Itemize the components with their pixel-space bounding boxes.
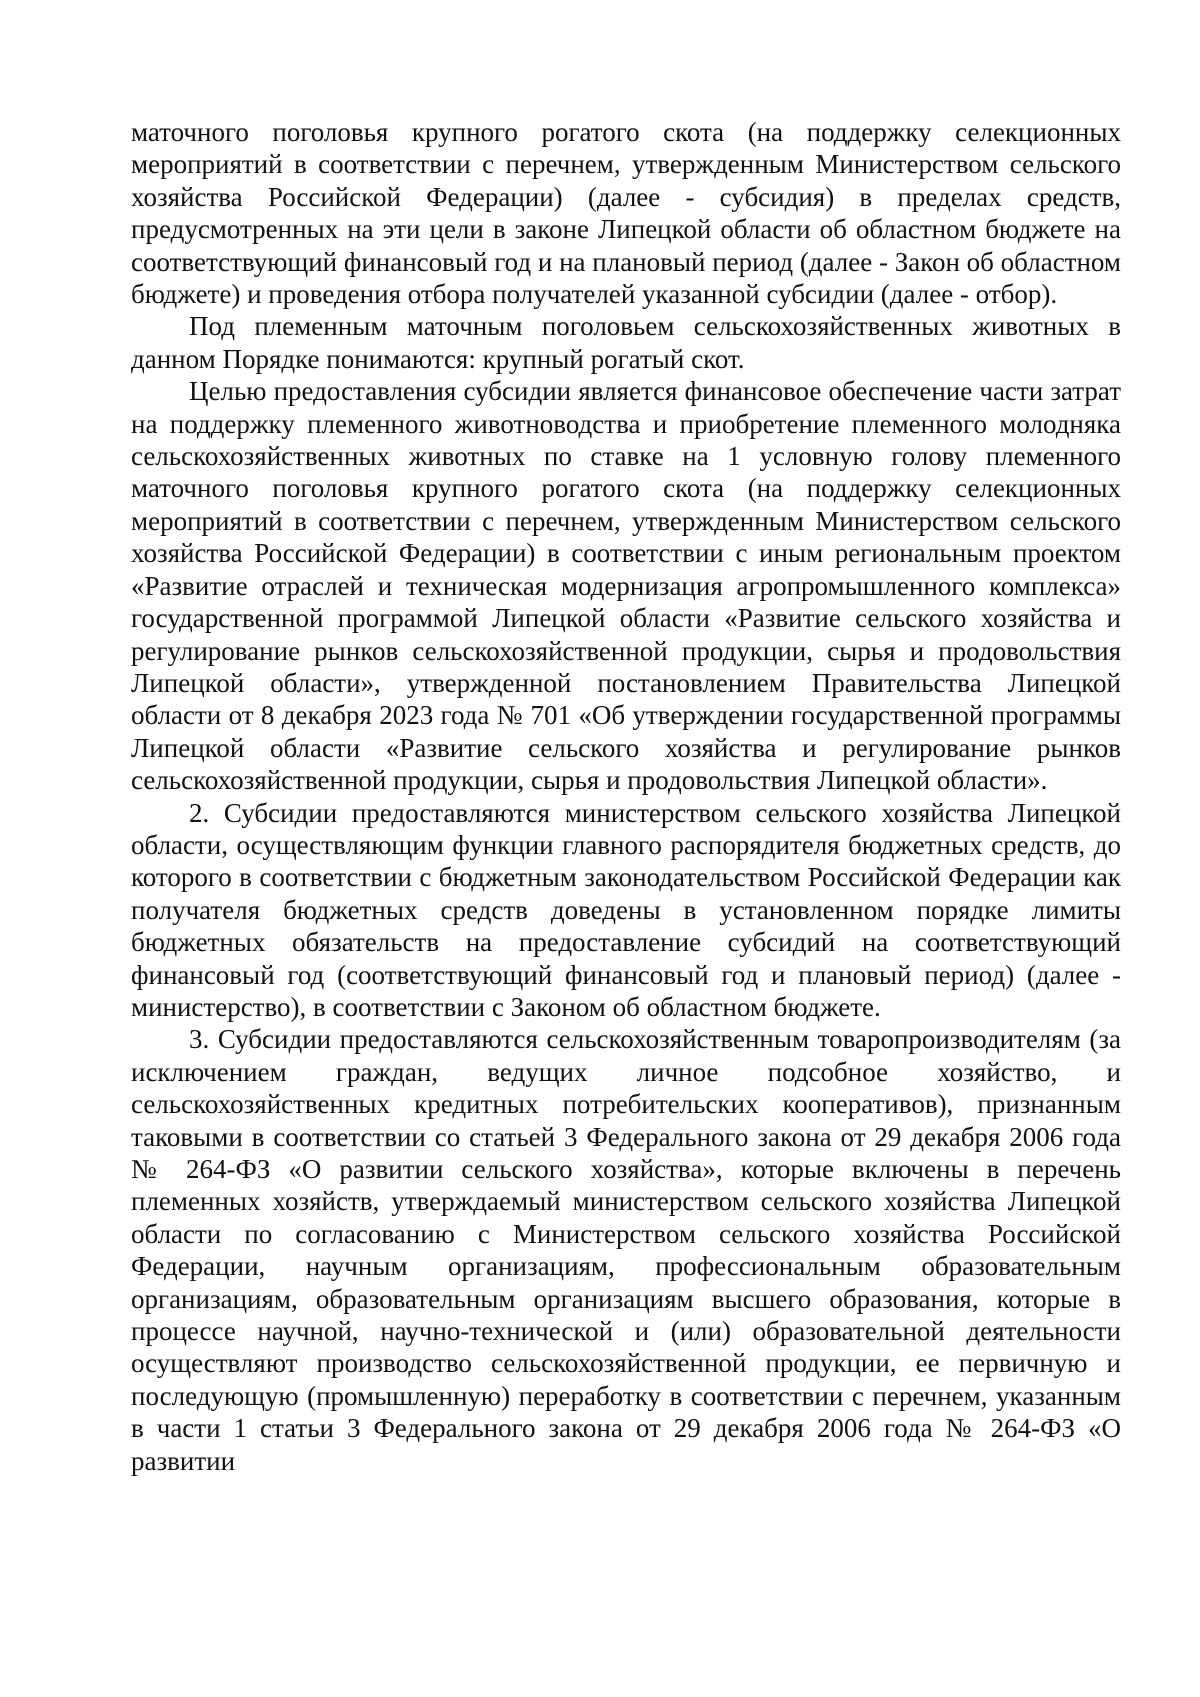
document-body [131,116,1121,1477]
paragraph-continuation: маточного поголовья крупного рогатого скота (на поддержку селекционных мероприятий в соответствии с перечнем, утвержденным Министерством сельского хозяйства Российской Федерации) (далее - субсидия) в пределах средств, предусмотренных на эти цели в законе Липецкой области об областном бюджете на соответствующий финансовый год и на плановый период (далее - Закон об областном бюджете) и проведения отбора получателей указанной субсидии (далее - отбор). [131,117,1121,310]
paragraph-purpose: Целью предоставления субсидии является финансовое обеспечение части затрат на поддержку племенного животноводства и приобретение племенного молодняка сельскохозяйственных животных по ставке на 1 условную голову племенного маточного поголовья крупного рогатого скота (на поддержку селекционных мероприятий в соответствии с перечнем, утвержденным Министерством сельского хозяйства Российской Федерации) в соответствии с иным региональным проектом «Развитие отраслей и техническая модернизация агропромышленного комплекса» государственной программой Липецкой области «Развитие сельского хозяйства и регулирование рынков сельскохозяйственной продукции, сырья и продовольствия Липецкой области», утвержденной постановлением Правительства Липецкой области от 8 декабря 2023 года № 701 «Об утверждении государственной программы Липецкой области «Развитие сельского хозяйства и регулирование рынков сельскохозяйственной продукции, сырья и продовольствия Липецкой области». [131,376,1121,796]
paragraph-item-3: 3. Субсидии предоставляются сельскохозяйственным товаропроизводителям (за исключением граждан, ведущих личное подсобное хозяйство, и сельскохозяйственных кредитных потребительских кооперативов), признанным таковыми в соответствии со статьей 3 Федерального закона от 29 декабря 2006 года № 264-ФЗ «О развитии сельского хозяйства», которые включены в перечень племенных хозяйств, утверждаемый министерством сельского хозяйства Липецкой области по согласованию с Министерством сельского хозяйства Российской Федерации, научным организациям, профессиональным образовательным организациям, образовательным организациям высшего образования, которые в процессе научной, научно-технической и (или) образовательной деятельности осуществляют производство сельскохозяйственной продукции, ее первичную и последующую (промышленную) переработку в соответствии с перечнем, указанным в части 1 статьи 3 Федерального закона от 29 декабря 2006 года № 264-ФЗ «О развитии [131,1024,1121,1476]
paragraph-definition: Под племенным маточным поголовьем сельскохозяйственных животных в данном Порядке понимаются: крупный рогатый скот. [131,311,1121,374]
paragraph-item-2: 2. Субсидии предоставляются министерством сельского хозяйства Липецкой области, осуществляющим функции главного распорядителя бюджетных средств, до которого в соответствии с бюджетным законодательством Российской Федерации как получателя бюджетных средств доведены в установленном порядке лимиты бюджетных обязательств на предоставление субсидий на соответствующий финансовый год (соответствующий финансовый год и плановый период) (далее - министерство), в соответствии с Законом об областном бюджете. [131,797,1121,1022]
